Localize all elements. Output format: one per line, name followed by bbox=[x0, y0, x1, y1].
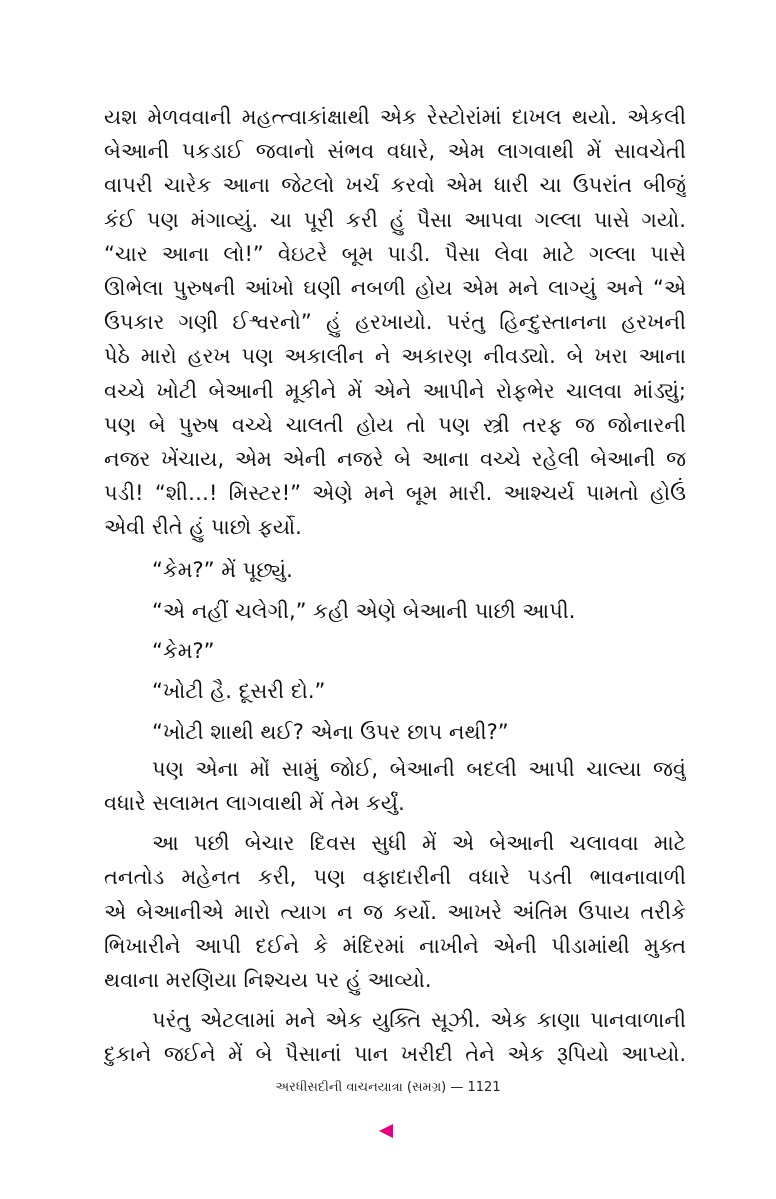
page-footer: અરધીસદીની વાચનયાત્રા (સમગ્ર) — 1121 bbox=[275, 1080, 501, 1095]
triangle-left-icon[interactable] bbox=[379, 1124, 393, 1138]
text-line: પણ બે પુરુષ વચ્ચે ચાલતી હોય તો પણ સ્ત્રી તરફ જ જોનારની bbox=[104, 412, 686, 437]
text-line: પડી! “શી…! મિસ્ટર!” એણે મને બૂમ મારી. આશ્ચર્ય પામતો હોઉં bbox=[104, 481, 686, 506]
text-line: “ચાર આના લો!” વેઇટરે બૂમ પાડી. પૈસા લેવા માટે ગલ્લા પાસે bbox=[104, 241, 686, 266]
paragraph bbox=[104, 826, 686, 997]
text-line: ઉપકાર ગણી ઈશ્વરનો” હું હરખાયો. પરંતુ હિન્દુસ્તાનના હરખની bbox=[104, 310, 686, 335]
text-line: પરંતુ એટલામાં મને એક યુક્તિ સૂઝી. એક કાણા પાનવાળાની bbox=[152, 1008, 686, 1033]
dialog-line: “કેમ?” bbox=[152, 639, 215, 664]
text-line: વાપરી ચારેક આના જેટલો ખર્ચ કરવો એમ ધારી ચા ઉપરાંત બીજું bbox=[104, 173, 686, 198]
text-line: વધારે સલામત લાગવાથી મેં તેમ કર્યું. bbox=[104, 791, 405, 816]
paragraph bbox=[104, 1003, 686, 1071]
text-line: આ પછી બેચાર દિવસ સુધી મેં એ બેઆની ચલાવવા માટે bbox=[152, 831, 686, 856]
text-line: યશ મેળવવાની મહત્ત્વાકાંક્ષાથી એક રેસ્ટોરાંમાં દાખલ થયો. એકલી bbox=[104, 105, 686, 129]
paragraph bbox=[104, 752, 686, 820]
text-line: કંઈ પણ મંગાવ્યું. ચા પૂરી કરી હું પૈસા આપવા ગલ્લા પાસે ગયો. bbox=[104, 207, 686, 232]
dialog-line: “કેમ?” મેં પૂછ્યું. bbox=[152, 558, 293, 583]
text-line: થવાના મરણિયા નિશ્ચય પર હું આવ્યો. bbox=[104, 968, 432, 993]
text-line: તનતોડ મહેનત કરી, પણ વફાદારીની વધારે પડતી ભાવનાવાળી bbox=[104, 865, 686, 890]
text-line: પેઠે મારો હરખ પણ અકાલીન ને અકારણ નીવડ્યો. બે ખરા આના bbox=[104, 344, 686, 369]
page-body bbox=[104, 100, 686, 1072]
text-line: એ બેઆનીએ મારો ત્યાગ ન જ કર્યો. આખરે અંતિમ ઉપાય તરીકે bbox=[104, 899, 686, 924]
text-line: ઊભેલા પુરુષની આંખો ઘણી નબળી હોય એમ મને લાગ્યું અને “એ bbox=[104, 275, 686, 300]
text-line: વચ્ચે ખોટી બેઆની મૂકીને મેં એને આપીને રોફભેર ચાલવા માંડ્યું; bbox=[104, 378, 686, 403]
dialog-line: “એ નહીં ચલેગી,” કહી એણે બેઆની પાછી આપી. bbox=[152, 598, 576, 623]
text-line: ભિખારીને આપી દઈને કે મંદિરમાં નાખીને એની પીડામાંથી મુક્ત bbox=[104, 933, 686, 958]
text-line: દુકાને જઈને મેં બે પૈસાનાં પાન ખરીદી તેને એક રૂપિયો આપ્યો. bbox=[104, 1042, 686, 1067]
text-line: એવી રીતે હું પાછો ફર્યો. bbox=[104, 515, 302, 540]
dialog-line: “ખોટી હૈ. દૂસરી દો.” bbox=[152, 679, 326, 704]
text-line: નજર ખેંચાય, એમ એની નજરે બે આના વચ્ચે રહેલી બેઆની જ bbox=[104, 446, 686, 471]
paragraph bbox=[104, 100, 686, 544]
text-line: બેઆની પકડાઈ જવાનો સંભવ વધારે, એમ લાગવાથી મેં સાવચેતી bbox=[104, 139, 686, 164]
text-line: પણ એના મોં સામું જોઈ, બેઆની બદલી આપી ચાલ્યા જવું bbox=[152, 756, 686, 781]
dialog-line: “ખોટી શાથી થઈ? એના ઉપર છાપ નથી?” bbox=[152, 719, 509, 744]
